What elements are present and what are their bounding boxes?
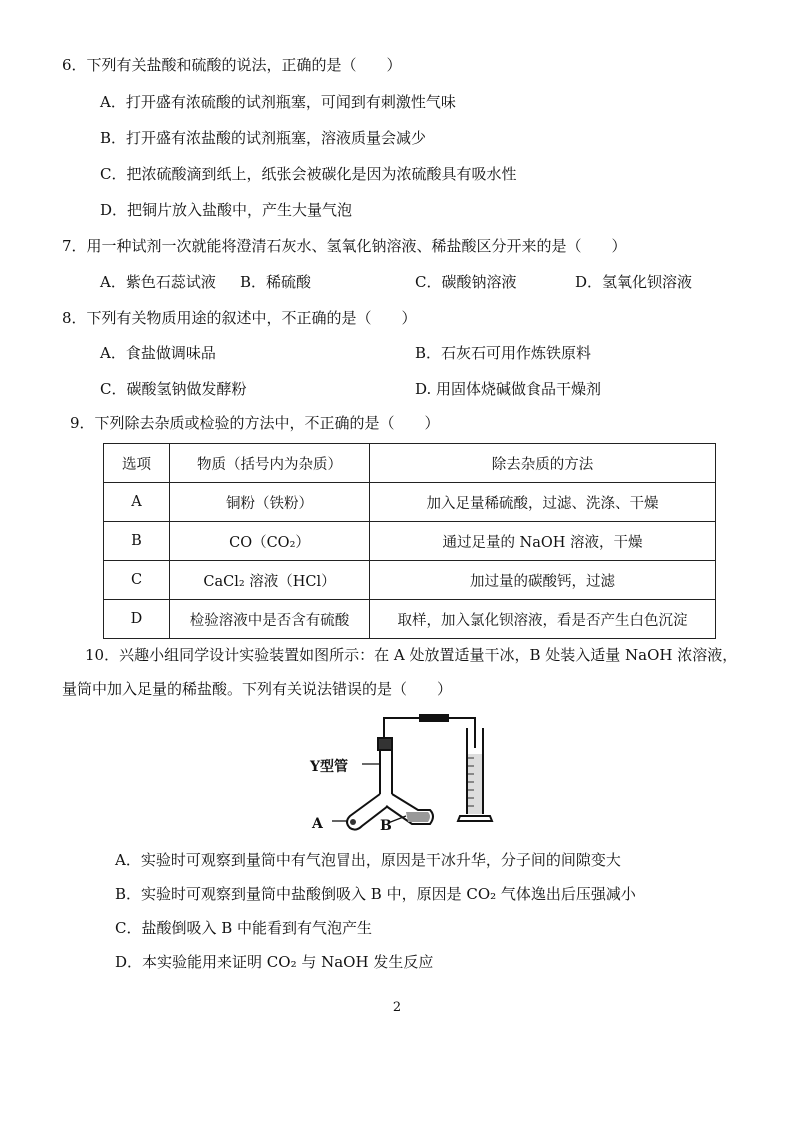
page-number: 2: [392, 1000, 402, 1015]
table-cell: 加过量的碳酸钙，过滤: [370, 561, 716, 600]
q10-option-b: B．实验时可观察到量筒中盐酸倒吸入 B 中，原因是 CO₂ 气体逸出后压强减小: [115, 885, 636, 903]
table-cell: CaCl₂ 溶液（HCl）: [170, 561, 370, 600]
table-cell: 铜粉（铁粉）: [170, 483, 370, 522]
table-header-row: [104, 444, 716, 483]
dry-ice: [350, 819, 356, 825]
a-label: A: [312, 816, 323, 832]
table-cell: 加入足量稀硫酸，过滤、洗涤、干燥: [370, 483, 716, 522]
q10-option-a: A．实验时可观察到量筒中有气泡冒出，原因是干冰升华，分子间的间隙变大: [115, 851, 621, 869]
q6-option-a: A．打开盛有浓硫酸的试剂瓶塞，可闻到有刺激性气味: [100, 93, 456, 111]
delivery-tube: [384, 718, 475, 748]
q8-stem: 8．下列有关物质用途的叙述中，不正确的是（ ）: [62, 309, 417, 327]
q6-option-c: C．把浓硫酸滴到纸上，纸张会被碳化是因为浓硫酸具有吸水性: [100, 165, 517, 183]
y-tube-label: Y型管: [310, 759, 348, 775]
table-header-cell: 选项: [104, 444, 170, 483]
q6-option-b: B．打开盛有浓盐酸的试剂瓶塞，溶液质量会减少: [100, 129, 427, 147]
q10-option-d: D．本实验能用来证明 CO₂ 与 NaOH 发生反应: [115, 953, 434, 971]
q8-option-d: D. 用固体烧碱做食品干燥剂: [415, 380, 602, 398]
rubber-connector: [420, 715, 448, 721]
q7-option-c: C．碳酸钠溶液: [415, 273, 517, 291]
table-cell: C: [104, 561, 170, 600]
table-cell: A: [104, 483, 170, 522]
table-row: [104, 561, 716, 600]
q8-option-c: C．碳酸氢钠做发酵粉: [100, 380, 247, 398]
table-row: [104, 483, 716, 522]
q9-table: [103, 443, 716, 639]
stopper: [378, 738, 392, 750]
table-row: [104, 600, 716, 639]
q10-stem-line2: 量筒中加入足量的稀盐酸。下列有关说法错误的是（ ）: [62, 680, 453, 698]
table-cell: B: [104, 522, 170, 561]
q7-option-a: A．紫色石蕊试液: [100, 273, 216, 291]
q10-stem-line1: 10．兴趣小组同学设计实验装置如图所示：在 A 处放置适量干冰，B 处装入适量 NaOH 浓溶液，: [85, 646, 738, 664]
table-header-cell: 物质（括号内为杂质）: [170, 444, 370, 483]
table-header-cell: 除去杂质的方法: [370, 444, 716, 483]
table-cell: CO（CO₂）: [170, 522, 370, 561]
q10-option-c: C．盐酸倒吸入 B 中能看到有气泡产生: [115, 919, 373, 937]
q7-stem: 7．用一种试剂一次就能将澄清石灰水、氢氧化钠溶液、稀盐酸区分开来的是（ ）: [62, 237, 627, 255]
b-label: B: [380, 818, 392, 834]
table-cell: D: [104, 600, 170, 639]
q8-option-b: B．石灰石可用作炼铁原料: [415, 344, 592, 362]
q6-option-d: D．把铜片放入盐酸中，产生大量气泡: [100, 201, 353, 219]
table-cell: 检验溶液中是否含有硫酸: [170, 600, 370, 639]
table-cell: 通过足量的 NaOH 溶液，干燥: [370, 522, 716, 561]
q7-option-d: D．氢氧化钡溶液: [575, 273, 693, 291]
table-row: [104, 522, 716, 561]
hydrochloric-acid: [468, 754, 482, 814]
q9-stem: 9．下列除去杂质或检验的方法中，不正确的是（ ）: [70, 414, 440, 432]
naoh-solution: [406, 812, 430, 822]
q7-option-b: B．稀硫酸: [240, 273, 312, 291]
q8-option-a: A．食盐做调味品: [100, 344, 216, 362]
cylinder-base: [458, 816, 492, 821]
table-cell: 取样，加入氯化钡溶液，看是否产生白色沉淀: [370, 600, 716, 639]
q6-stem: 6．下列有关盐酸和硫酸的说法，正确的是（ ）: [62, 56, 402, 74]
y-tube-apparatus-figure: [300, 708, 540, 842]
